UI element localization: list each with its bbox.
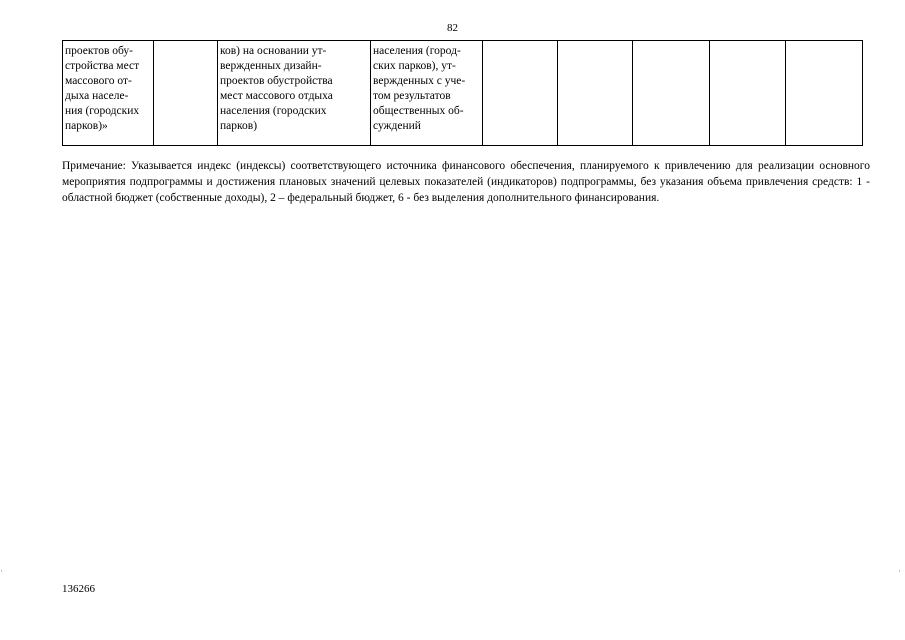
footnote-note: Примечание: Указывается индекс (индексы) соответствующего источника финансового обеспечения, планируемого к привлечению для реализации основного мероприятия подпрограммы и достижения плановых значений целевых показателей (индикаторов) подпрограммы, без указания объема привлечения средств: 1 - областной бюджет (собственные доходы), 2 – федеральный бюджет, 6 - без выделения дополнительного финансирования. [62, 160, 870, 204]
table-cell-empty [633, 41, 710, 146]
table-cell [218, 41, 371, 146]
table-cell-empty [786, 41, 863, 146]
page-number: 82 [447, 22, 458, 34]
table-cell [371, 41, 483, 146]
table-cell-empty [558, 41, 633, 146]
cell-text: проектов обу- стройства мест массового от- дыха населе- ния (городских парков)» [65, 45, 140, 132]
table-cell-empty [154, 41, 218, 146]
table-cell [63, 41, 154, 146]
document-code: 136266 [62, 583, 95, 595]
table-row [63, 41, 863, 146]
scan-edge-mark-left: ᵢ [1, 567, 3, 574]
cell-text: населения (город- ских парков), ут- вержденных с уче- том результатов общественных об- суждений [373, 45, 466, 132]
data-table [62, 40, 863, 146]
table-cell-empty [483, 41, 558, 146]
cell-text: ков) на основании ут- вержденных дизайн- проектов обустройства мест массового отдыха населения (городских парков) [220, 45, 333, 132]
scan-edge-mark-right: ᵢ [899, 567, 901, 574]
table-cell-empty [710, 41, 786, 146]
